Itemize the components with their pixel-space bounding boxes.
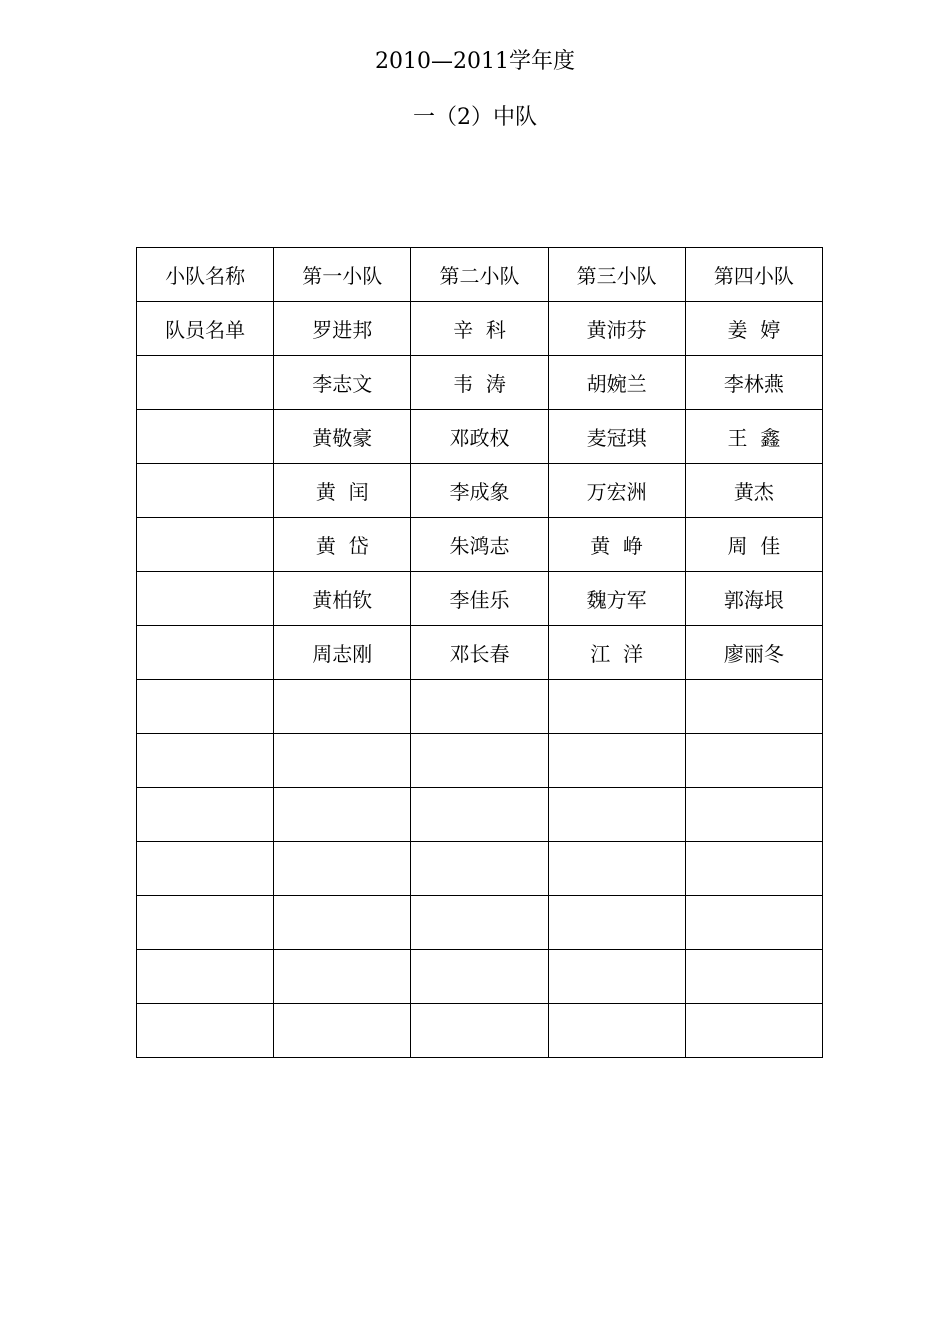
table-row [137,842,823,896]
table-row [137,356,823,410]
member-name-cell [685,1004,822,1058]
member-name-cell: 朱鸿志 [411,518,548,572]
header-cell-squad-name: 小队名称 [137,248,274,302]
row-label-cell [137,950,274,1004]
member-name-cell [685,842,822,896]
member-name-cell: 王 鑫 [685,410,822,464]
member-name-cell [274,950,411,1004]
member-name-cell [685,734,822,788]
table-row [137,896,823,950]
row-label-cell [137,896,274,950]
table-row [137,1004,823,1058]
member-name-cell [548,950,685,1004]
header-cell-squad-3: 第三小队 [548,248,685,302]
member-name-cell: 黄杰 [685,464,822,518]
member-name-cell: 黄 峥 [548,518,685,572]
table-row [137,680,823,734]
row-label-cell [137,572,274,626]
member-name-cell: 黄沛芬 [548,302,685,356]
member-name-cell: 李志文 [274,356,411,410]
row-label-cell [137,788,274,842]
roster-table-body [137,248,823,1058]
member-name-cell: 廖丽冬 [685,626,822,680]
member-name-cell: 罗进邦 [274,302,411,356]
member-name-cell [548,734,685,788]
table-row [137,302,823,356]
member-name-cell [274,788,411,842]
member-name-cell [548,896,685,950]
member-name-cell: 姜 婷 [685,302,822,356]
member-name-cell: 江 洋 [548,626,685,680]
member-name-cell [274,842,411,896]
row-label-cell: 队员名单 [137,302,274,356]
member-name-cell: 黄柏钦 [274,572,411,626]
member-name-cell [685,896,822,950]
member-name-cell [548,1004,685,1058]
row-label-cell [137,734,274,788]
header-cell-squad-2: 第二小队 [411,248,548,302]
member-name-cell: 李佳乐 [411,572,548,626]
member-name-cell: 周 佳 [685,518,822,572]
member-name-cell: 郭海垠 [685,572,822,626]
member-name-cell: 李林燕 [685,356,822,410]
member-name-cell: 周志刚 [274,626,411,680]
table-row [137,518,823,572]
page-title: 2010—2011学年度 [375,49,575,74]
member-name-cell: 麦冠琪 [548,410,685,464]
row-label-cell [137,626,274,680]
member-name-cell [548,842,685,896]
member-name-cell [411,1004,548,1058]
member-name-cell: 魏方军 [548,572,685,626]
member-name-cell [411,842,548,896]
member-name-cell [411,680,548,734]
member-name-cell [274,680,411,734]
row-label-cell [137,356,274,410]
table-header-row [137,248,823,302]
member-name-cell: 黄 岱 [274,518,411,572]
member-name-cell [411,950,548,1004]
member-name-cell: 黄敬豪 [274,410,411,464]
member-name-cell [685,680,822,734]
member-name-cell: 邓长春 [411,626,548,680]
member-name-cell: 万宏洲 [548,464,685,518]
row-label-cell [137,410,274,464]
table-row [137,464,823,518]
member-name-cell [411,734,548,788]
member-name-cell: 黄 闰 [274,464,411,518]
member-name-cell [685,788,822,842]
table-row [137,950,823,1004]
table-row [137,788,823,842]
roster-table [136,247,823,1058]
row-label-cell [137,464,274,518]
member-name-cell [411,788,548,842]
member-name-cell [274,734,411,788]
member-name-cell [411,896,548,950]
header-cell-squad-4: 第四小队 [685,248,822,302]
member-name-cell [685,950,822,1004]
row-label-cell [137,842,274,896]
page-subtitle: 一（2）中队 [413,105,537,130]
table-row [137,572,823,626]
member-name-cell [274,896,411,950]
member-name-cell: 辛 科 [411,302,548,356]
table-row [137,734,823,788]
member-name-cell: 韦 涛 [411,356,548,410]
row-label-cell [137,1004,274,1058]
member-name-cell: 胡婉兰 [548,356,685,410]
member-name-cell: 邓政权 [411,410,548,464]
header-cell-squad-1: 第一小队 [274,248,411,302]
row-label-cell [137,680,274,734]
row-label-cell [137,518,274,572]
table-row [137,626,823,680]
member-name-cell [548,788,685,842]
member-name-cell [548,680,685,734]
member-name-cell: 李成象 [411,464,548,518]
table-row [137,410,823,464]
member-name-cell [274,1004,411,1058]
